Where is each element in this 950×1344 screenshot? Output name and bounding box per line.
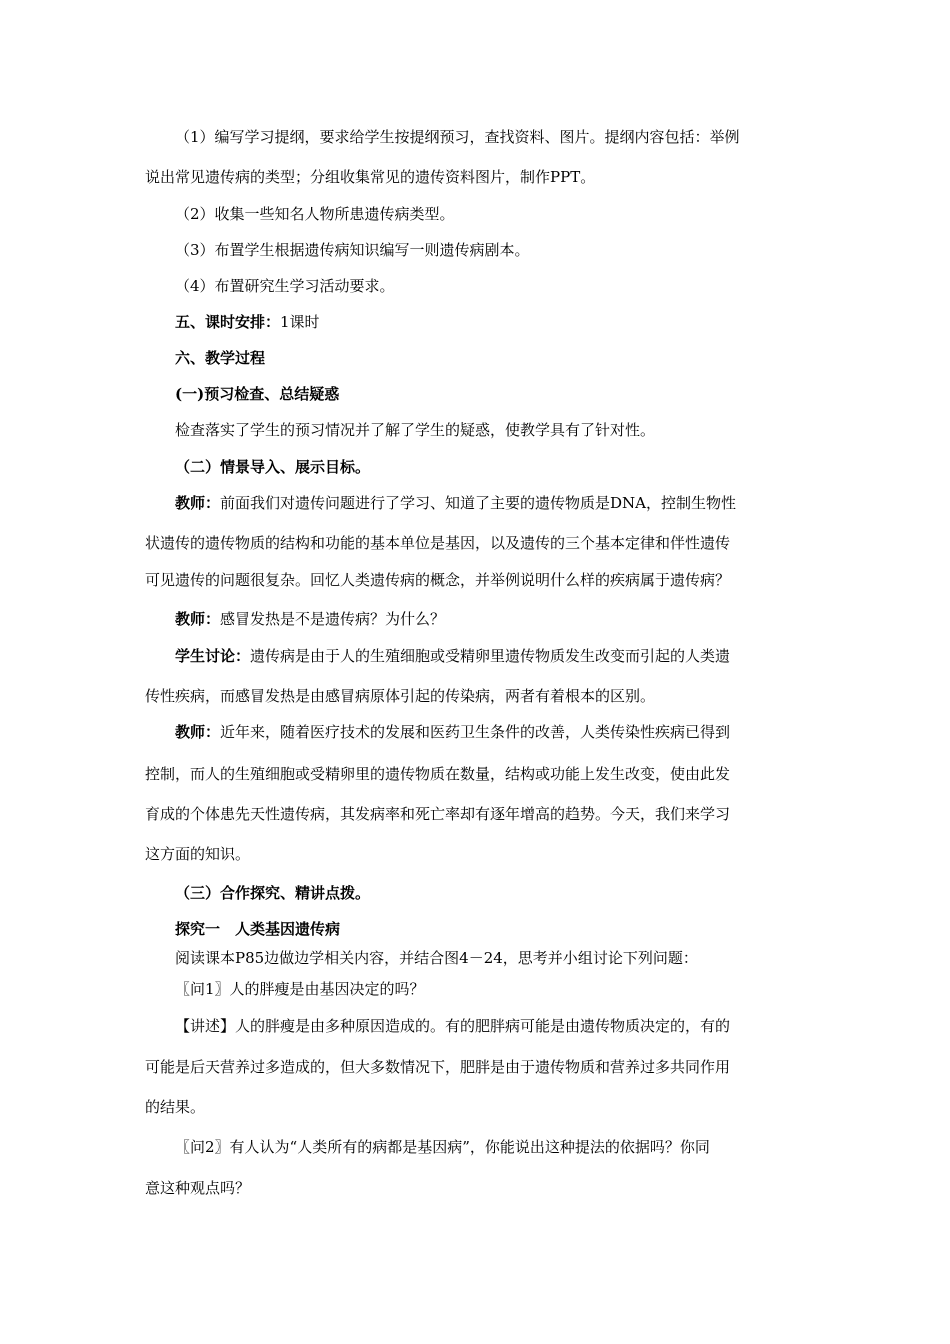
paragraph-line: 控制，而人的生殖细胞或受精卵里的遗传物质在数量，结构或功能上发生改变，使由此发 — [145, 765, 731, 783]
paragraph-line: 说出常见遗传病的类型；分组收集常见的遗传资料图片，制作PPT。 — [145, 168, 596, 186]
speaker-label: 教师： — [175, 610, 221, 628]
paragraph-line — [175, 646, 730, 666]
question-line: 〖问2〗有人认为“人类所有的病都是基因病”，你能说出这种提法的依据吗？你同 — [175, 1138, 710, 1156]
section-heading — [175, 312, 320, 332]
heading-label: 五、课时安排： — [175, 313, 281, 331]
speaker-label: 学生讨论： — [175, 647, 251, 665]
heading-value: 1课时 — [280, 313, 320, 331]
paragraph-line: 检查落实了学生的预习情况并了解了学生的疑惑，使教学具有了针对性。 — [175, 421, 656, 439]
speaker-text: 感冒发热是不是遗传病？为什么？ — [220, 610, 446, 628]
question-line: 〖问1〗人的胖瘦是由基因决定的吗？ — [175, 980, 425, 998]
inquiry-heading: 探究一 人类基因遗传病 — [175, 920, 341, 938]
subsection-heading: （二）情景导入、展示目标。 — [175, 458, 371, 476]
paragraph-line: 可能是后天营养过多造成的，但大多数情况下，肥胖是由于遗传物质和营养过多共同作用 — [145, 1058, 731, 1076]
paragraph-line: 这方面的知识。 — [145, 845, 251, 863]
paragraph-line — [175, 722, 730, 742]
paragraph-line — [175, 609, 445, 629]
paragraph-line: 阅读课本P85边做边学相关内容，并结合图4－24，思考并小组讨论下列问题： — [175, 949, 698, 967]
paragraph-line: （4）布置研究生学习活动要求。 — [175, 277, 395, 295]
paragraph-line: （2）收集一些知名人物所患遗传病类型。 — [175, 205, 455, 223]
speaker-text: 近年来，随着医疗技术的发展和医药卫生条件的改善，人类传染性疾病已得到 — [220, 723, 731, 741]
paragraph-line: （1）编写学习提纲，要求给学生按提纲预习，查找资料、图片。提纲内容包括：举例 — [175, 128, 740, 146]
speaker-label: 教师： — [175, 723, 221, 741]
paragraph-line: 状遗传的遗传物质的结构和功能的基本单位是基因，以及遗传的三个基本定律和伴性遗传 — [145, 534, 731, 552]
paragraph-line: （3）布置学生根据遗传病知识编写一则遗传病剧本。 — [175, 241, 530, 259]
subsection-heading: （三）合作探究、精讲点拨。 — [175, 884, 371, 902]
paragraph-line: 【讲述】人的胖瘦是由多种原因造成的。有的肥胖病可能是由遗传物质决定的，有的 — [175, 1017, 731, 1035]
speaker-label: 教师： — [175, 494, 221, 512]
section-heading: 六、教学过程 — [175, 349, 266, 367]
paragraph-line — [175, 493, 736, 513]
speaker-text: 遗传病是由于人的生殖细胞或受精卵里遗传物质发生改变而引起的人类遗 — [250, 647, 731, 665]
paragraph-line: 育成的个体患先天性遗传病，其发病率和死亡率却有逐年增高的趋势。今天，我们来学习 — [145, 805, 731, 823]
paragraph-line: 可见遗传的问题很复杂。回忆人类遗传病的概念，并举例说明什么样的疾病属于遗传病？ — [145, 571, 731, 589]
paragraph-line: 的结果。 — [145, 1098, 206, 1116]
paragraph-line: 意这种观点吗？ — [145, 1179, 251, 1197]
paragraph-line: 传性疾病，而感冒发热是由感冒病原体引起的传染病，两者有着根本的区别。 — [145, 687, 656, 705]
speaker-text: 前面我们对遗传问题进行了学习、知道了主要的遗传物质是DNA，控制生物性 — [220, 494, 737, 512]
subsection-heading: (一)预习检查、总结疑惑 — [175, 385, 340, 403]
